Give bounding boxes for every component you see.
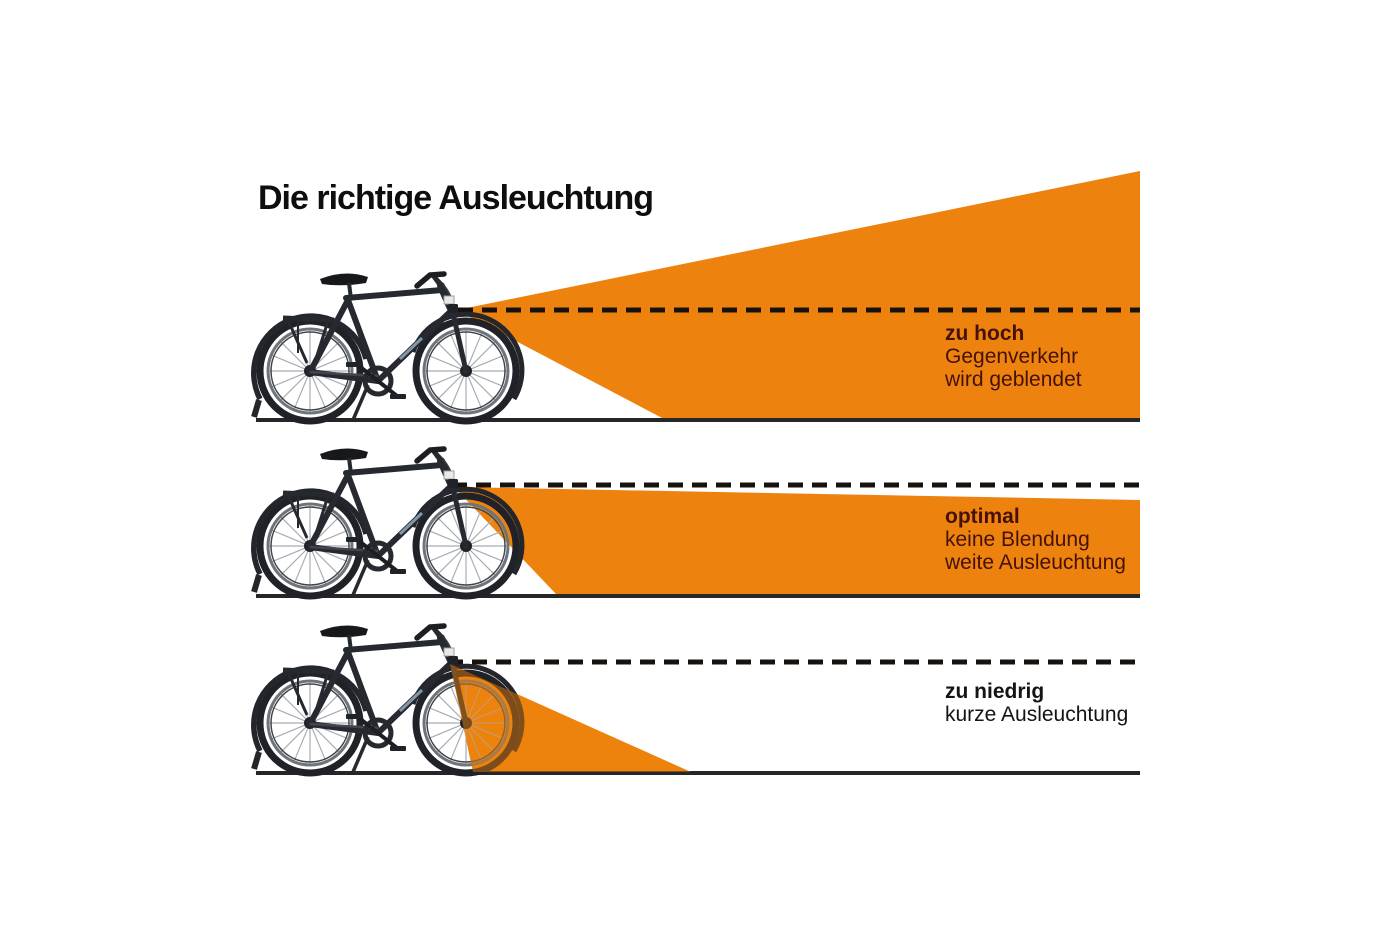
- label-zu-niedrig-heading: zu niedrig: [945, 680, 1045, 703]
- label-optimal-heading: optimal: [945, 505, 1020, 528]
- beam-too-low-overlay: [450, 664, 691, 772]
- bicycle-middle: [254, 448, 522, 596]
- label-optimal-line2: weite Ausleuchtung: [945, 551, 1126, 574]
- bicycle-top: [254, 273, 522, 421]
- label-optimal: [945, 505, 1126, 574]
- label-zu-hoch: [945, 322, 1082, 391]
- diagram-title: Die richtige Ausleuchtung: [258, 179, 654, 217]
- label-zu-hoch-line2: wird geblendet: [945, 368, 1082, 391]
- label-zu-hoch-heading: zu hoch: [945, 322, 1025, 345]
- label-zu-niedrig: [945, 680, 1128, 726]
- label-zu-niedrig-line1: kurze Ausleuchtung: [945, 703, 1129, 726]
- label-zu-hoch-line1: Gegenverkehr: [945, 345, 1079, 368]
- label-optimal-line1: keine Blendung: [945, 528, 1090, 551]
